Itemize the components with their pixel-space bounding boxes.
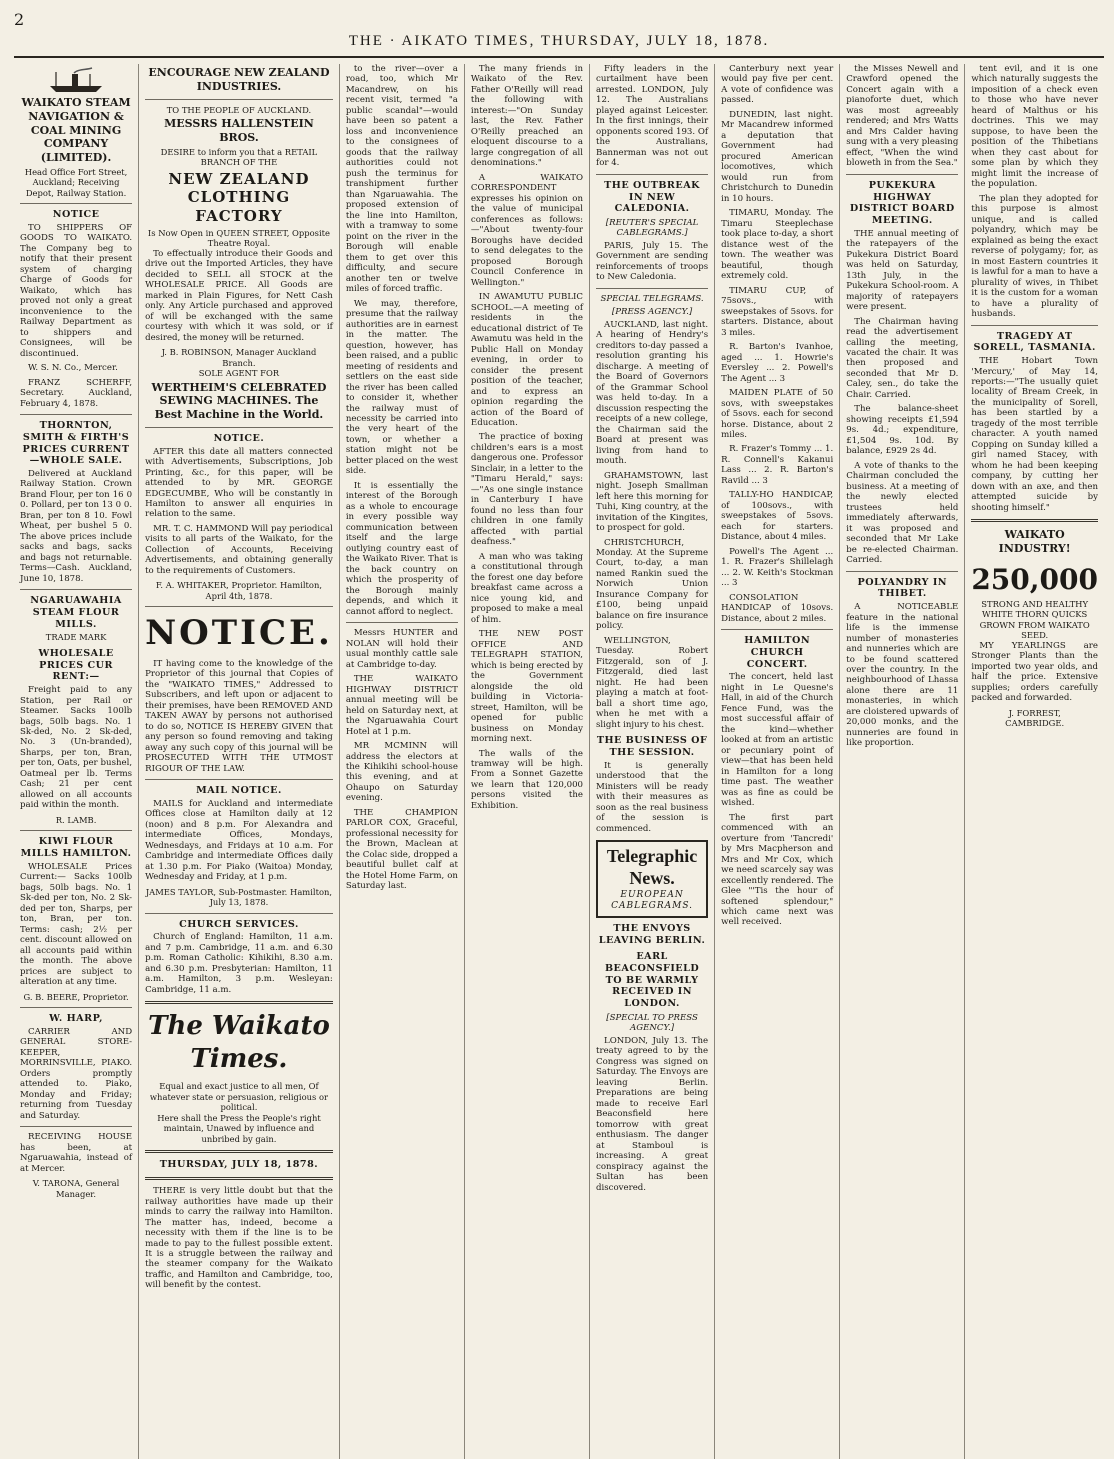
kiwi-title: KIWI FLOUR MILLS HAMILTON.: [20, 836, 132, 860]
wertheim: WERTHEIM'S CELEBRATED SEWING MACHINES. The Best Machine in the World.: [151, 380, 327, 422]
local-item-7: IN AWAMUTU PUBLIC SCHOOL.—A meeting of residents in the educational district of Te Awamutu was held in the Public Hall on Monday evening, in order to consider the present position of the teacher, and to express an opinion regarding the action of the Board of Education.: [470, 292, 584, 428]
to-public: TO THE PEOPLE OF AUCKLAND.: [166, 104, 312, 115]
grown-line: GROWN FROM WAIKATO SEED.: [979, 619, 1090, 641]
consolation: CONSOLATION HANDICAP of 10sovs. Distance, about 2 miles.: [721, 592, 834, 624]
timaru-item: TIMARU, Monday. The Timaru Steeplechase took place to-day, a short distance west of the town. The weather was beautiful, though extremely cold.: [721, 208, 834, 282]
whitaker-signature: F. A. WHITAKER, Proprietor. Hamilton, April 4th, 1878.: [155, 580, 323, 601]
pukekura-title: PUKEKURA HIGHWAY DISTRICT BOARD MEETING.: [849, 179, 955, 226]
outbreak-body: PARIS, July 15. The Government are sending reinforcements of troops to New Caledonia.: [596, 240, 709, 283]
local-item-4: THE CHAMPION PARLOR COX, Graceful, professional necessity for the Brown, Maclean at the Colac side, dropped a beautiful bullet calf at the Hotel Home Farm, on Saturday last.: [345, 807, 458, 892]
hammond-body: MR. T. C. HAMMOND Will pay periodical visits to all parts of the Waikato, for the Collection of Accounts, Receiving Advertisements, and obtaining generally to the requirements of Customers.: [145, 523, 333, 576]
notice-body: TO SHIPPERS OF GOODS TO WAIKATO. The Company beg to notify that their present system of charging Charge of Goods for Waikato, which has proved not only a great inconvenience to the Railway Department as to shippers and Consignees, will be discontinued.: [20, 222, 133, 359]
paper-motto-2: Here shall the Press the People's right maintain, Unawed by influence and unbribed by gain.: [157, 1112, 321, 1144]
race-results-3: Powell's The Agent ... 1. R. Frazer's Shillelagh ... 2. W. Keith's Stockman ... 3: [721, 546, 834, 589]
encourage-heading: ENCOURAGE NEW ZEALAND INDUSTRIES.: [148, 66, 330, 93]
wholesale-body: Freight paid to any Station, per Rail or Steamer. Sacks 100lb bags, 50lb bags. No. 1 Sk-ded, No. 2 Sk-ded, No. 3 (Un-branded), Sharps, per ton, Bran, per ton, Oats, per bushel, Oatmeal per lb. Terms Cash; 21 per cent allowed on all accounts paid within the month.: [20, 685, 133, 811]
sole-agent: SOLE AGENT FOR: [198, 368, 280, 379]
european-cablegrams: EUROPEAN CABLEGRAMS.: [611, 889, 694, 911]
pukekura-body: THE annual meeting of the ratepayers of the Pukekura District Board was held on Saturday, 13th July, in the Pukekura School-room. A majority of ratepayers were present.: [846, 228, 959, 313]
telegraphic-news-box: [596, 840, 708, 918]
firm-name: MESSRS HALLENSTEIN BROS.: [164, 117, 314, 144]
london-body: LONDON, July 13. The treaty agreed to by the Congress was signed on Saturday. The Envoys are leaving Berlin. Preparations are being made to receive Earl Beaconsfield here tomorrow with great enthusiasm. The danger at Stamboul is increasing. A great conspiracy against the Sultan has been discovered.: [596, 1035, 709, 1193]
notice-body: AFTER this date all matters connected with Advertisements, Subscriptions, Job Printing, &c., for this paper, will be attended to by MR. GEORGE EDGECUMBE, Who will be constantly in Hamilton to answer all enquiries in relation to the same.: [145, 446, 333, 520]
ngaruawahia-title: NGARUAWAHIA STEAM FLOUR MILLS.: [30, 595, 122, 630]
industry-title: WAIKATO INDUSTRY!: [998, 528, 1071, 556]
christchurch-item: CHRISTCHURCH, Monday. At the Supreme Court, to-day, a man named Rankin sued the Norwich Union Insurance Company for £100, being unpaid balance on fire insurance policy.: [596, 537, 709, 632]
clothing-body: To effectually introduce their Goods and drive out the Imported Articles, they have decided to SELL all STOCK at the WHOLESALE PRICE. All Goods are marked in Plain Figures, for Nett Cash only. Any Article purchased and approved of will be exchanged with the same courtesy with which it was sold, or if desired, the money will be returned.: [145, 248, 333, 343]
local-item-9: A man who was taking a constitutional through the forest one day before breakfast came across a nice young kid, and proposed to make a meal of him.: [470, 551, 584, 625]
polyandry-continued-1: tent evil, and it is one which naturally suggests the imposition of a check even to those who have never heard of Malthus or his doctrines. This we may suppose, to have been the position of the Thibetians when they cast about for some plan by which they might limit the increase of the population.: [971, 64, 1098, 190]
beaconsfield-title: EARL BEACONSFIELD TO BE WARMLY RECEIVED IN LONDON.: [604, 951, 700, 1010]
press-agency-sub: [SPECIAL TO PRESS AGENCY.]: [606, 1012, 698, 1034]
race-results-1: R. Barton's Ivanhoe, aged ... 1. Howrie's Eversley ... 2. Powell's The Agent ... 3: [721, 342, 834, 384]
hamilton-concert-title: HAMILTON CHURCH CONCERT.: [744, 635, 811, 670]
big-notice-heading: NOTICE.: [145, 613, 333, 654]
church-body: Church of England: Hamilton, 11 a.m. and 7 p.m. Cambridge, 11 a.m. and 6.30 p.m. Roman Catholic: Kihikihi, 8.30 a.m. and 6.30 p.m. Presbyterian: Hamilton, 11 a.m. Hamilton, 3 p.m. Wesleyan: Cambridge, 11 a.m.: [145, 932, 333, 995]
special-telegrams-title: SPECIAL TELEGRAMS.: [600, 293, 704, 304]
local-item-10: THE NEW POST OFFICE AND TELEGRAPH STATION, which is being erected by the Government alongside the old building in Victoria-street, Hamilton, will be opened for public business on Monday morning next.: [470, 629, 584, 745]
local-item-5: The many friends in Waikato of the Rev. Father O'Reilly will read the following with interest:—"On Sunday last, the Rev. Father O'Reilly preached an eloquent discourse to a large congregation of all denominations.": [470, 64, 584, 169]
column-8: [965, 64, 1104, 1459]
paper-nameplate: The Waikato Times.: [148, 1011, 330, 1074]
dunedin-item: DUNEDIN, last night. Mr Macandrew informed a deputation that Government had procured American locomotives, which would run from Christchurch to Dunedin in 10 hours.: [721, 109, 834, 204]
business-title: THE BUSINESS OF THE SESSION.: [596, 735, 708, 758]
special-telegrams-sub: [PRESS AGENCY.]: [611, 307, 693, 318]
column-6: [715, 64, 840, 1459]
editorial-continued-2: We may, therefore, presume that the railway authorities are in earnest in the matter. The question, however, has been raised, and a public meeting of residents and settlers on the east side the river has been called to consider it, whether the railway must of necessity be carried into the very heart of the town, or whether a station might not be better placed on the west side.: [345, 298, 458, 477]
tragedy-title: TRAGEDY AT SORELL, TASMANIA.: [973, 330, 1096, 354]
timaru-cup: TIMARU CUP, of 75sovs., with sweepstakes of 5sovs. for starters. Distance, about 3 miles.: [721, 285, 834, 338]
masthead: [14, 29, 1104, 58]
thorn-line: STRONG AND HEALTHY WHITE THORN QUICKS: [981, 598, 1088, 620]
forrest-signature: J. FORREST,: [1008, 707, 1061, 718]
mail-notice-body: MAILS for Auckland and intermediate Offices close at Hamilton daily at 12 (noon) and 8 p.m. For Alexandra and intermediate Offices, Mondays, Wednesdays, and Fridays at 10 a.m. For Cambridge and intermediate Offices daily at 1.30 p.m. For Piako (Waitoa) Monday, Wednesday and Friday, at 1 p.m.: [145, 798, 333, 883]
mail-notice-title: MAIL NOTICE.: [196, 785, 282, 797]
thornton-title: THORNTON, SMITH & FIRTH'S PRICES CURRENT—WHOLE SALE.: [22, 420, 130, 467]
polyandry-body: A NOTICEABLE feature in the national life is the immense number of monasteries and nunneries which are to be found scattered over the country. In the neighbourhood of Lhassa alone there are 11 monasteries, in which are cloistered upwards of 20,000 monks, and the nunneries are found in like proportion.: [846, 602, 959, 749]
editorial-continued-1: to the river—over a road, too, which Mr Macandrew, on his recent visit, termed "a public scandal"—would have been so patent a loss and inconvenience to the consignees of goods that the railway authorities could not push the terminus for transhipment further than Ngaruawahia. The proposed extension of the line into Hamilton, with a tramway to some point on the river in the Borough will enable them to get over this difficulty, and secure another ten or twelve miles of forced traffic.: [345, 64, 458, 295]
kiwi-signature: G. B. BEERE, Proprietor.: [23, 991, 129, 1002]
tally-ho: TALLY-HO HANDICAP, of 100sovs., with sweepstakes of 5sovs. each for starters. Distance, about 4 miles.: [721, 490, 834, 543]
desire-line: DESIRE to inform you that a RETAIL BRANCH OF THE: [160, 146, 318, 167]
steamship-icon: [46, 68, 106, 94]
page-number: 2: [14, 10, 25, 29]
editorial-body: THERE is very little doubt but that the railway authorities have made up their minds to carry the railway into Hamilton. The matter has, indeed, become a necessity with them if the line is to be made to pay to the fullest possible extent. It is a struggle between the railway and the steamer company for the Waikato traffic, and Hamilton and Cambridge, too, will benefit by the contest.: [145, 1186, 333, 1291]
column-2: [139, 64, 340, 1459]
cable-body-1: Fifty leaders in the curtailment have been arrested. LONDON, July 12. The Australians played against Leicester. In the first innings, their opponents scored 193. Of the Australians, Bannerman was not out for 4.: [596, 64, 709, 169]
clothing-factory: NEW ZEALAND CLOTHING FACTORY: [168, 169, 310, 225]
mail-signature: JAMES TAYLOR, Sub-Postmaster. Hamilton, July 13, 1878.: [145, 886, 333, 908]
business-body: It is generally understood that the Ministers will be ready with their measures as soon as the real business of the session is commenced.: [596, 760, 709, 834]
harp-body: CARRIER AND GENERAL STORE-KEEPER, MORRINSVILLE, PIAKO. Orders promptly attended to. Piako, Monday and Friday; returning from Tuesday and Saturday.: [20, 1026, 133, 1121]
steam-nav-body: Head Office Fort Street, Auckland; Receiving Depot, Railway Station.: [24, 166, 128, 198]
pukekura-votes: A vote of thanks to the Chairman concluded the business. At a meeting of the newly elected trustees held immediately afterwards, it was proposed and seconded that Mr Lake be re-elected Chairman. Carried.: [846, 460, 959, 566]
polyandry-title: POLYANDRY IN THIBET.: [857, 576, 948, 600]
local-item-1: Messrs HUNTER and NOLAN will hold their usual monthly cattle sale at Cambridge to-day.: [345, 628, 458, 670]
receiving-signature: V. TARONA, General Manager.: [32, 1178, 120, 1199]
editorial-dateline: THURSDAY, JULY 18, 1878.: [159, 1159, 319, 1171]
steam-nav-title: WAIKATO STEAM NAVIGATION & COAL MINING COMPANY (LIMITED).: [21, 96, 131, 164]
wholesale-title: WHOLESALE PRICES CUR RENT:—: [38, 647, 114, 683]
tragedy-body: THE Hobart Town 'Mercury,' of May 14, reports:—"The usually quiet locality of Bream Creek, in the municipality of Sorell, has been startled by a tragedy of the most terrible character. A youth named Copping on Sunday killed a girl named Stacey, with whom he had been keeping company, by cutting her down with an axe, and then attempted suicide by shooting himself.": [971, 356, 1098, 513]
notice-heading: NOTICE.: [213, 432, 265, 444]
concert-continued-2: the Misses Newell and Crawford opened the Concert again with a pianoforte duet, which was most agreeably rendered; and Mrs Watts and Mrs Calder having sung with a very pleasing effect, "When the wind bloweth in from the Sea.": [846, 64, 959, 169]
race-results-2: R. Frazer's Tommy ... 1. R. Connell's Kakanui Lass ... 2. R. Barton's Ravild ... 3: [721, 444, 834, 486]
local-item-3: MR MCMINN will address the electors at the Kihikihi school-house this evening, and at Ohaupo on Saturday evening.: [345, 741, 458, 804]
editorial-continued-3: It is essentially the interest of the Borough as a whole to encourage in every possible way communication between itself and the large outlying country east of the Waikato River. That is the back country on which the prosperity of the Borough mainly depends, and which it cannot afford to neglect.: [345, 480, 458, 617]
kiwi-body: WHOLESALE Prices Current:— Sacks 100lb bags, 50lb bags. No. 1 Sk-ded per ton, No. 2 Sk-ded per ton, Sharps, per ton, Bran, per ton. Terms: cash; 2½ per cent. discount allowed on all accounts paid within the month. The above prices are subject to alteration at any time.: [20, 861, 133, 988]
outbreak-title: THE OUTBREAK IN NEW CALEDONIA.: [604, 179, 701, 215]
concert-continued: The first part commenced with an overture from 'Tancredi' by Mrs Macpherson and Mrs and Mr Cox, which we need scarcely say was excellently rendered. The Glee "'Tis the hour of softened splendour," which came next was well received.: [721, 812, 834, 928]
grahamstown-item: GRAHAMSTOWN, last night. Joseph Smallman left here this morning for Tuhi, King country, at the invitation of the Kingites, to prospect for gold.: [596, 470, 709, 534]
wellington-item: WELLINGTON, Tuesday. Robert Fitzgerald, son of J. Fitzgerald, died last night. He had been playing a match at foot-ball a short time ago, when he met with a slight injury to his chest.: [596, 635, 709, 730]
canterbury-item: Canterbury next year would pay five per cent. A vote of confidence was passed.: [721, 64, 834, 106]
thornton-body: Delivered at Auckland Railway Station. Crown Brand Flour, per ton 16 0 0. Pollard, per ton 13 0 0. Bran, per ton 8 10. Fowl Wheat, per bushel 5 0. The above prices include sacks and bags, sacks and bags not returnable. Terms—Cash. Auckland, June 10, 1878.: [20, 469, 133, 584]
outbreak-sub: [REUTER'S SPECIAL CABLEGRAMS.]: [605, 217, 699, 239]
thorn-body: MY YEARLINGS are Stronger Plants than the imported two year olds, and half the price. Extensive supplies; orders carefully packed and forwarded.: [971, 640, 1098, 704]
column-5: [590, 64, 715, 1459]
columns: [14, 64, 1104, 1459]
masthead-title: THE · AIKATO TIMES, THURSDAY, JULY 18, 1878.: [348, 33, 770, 49]
column-3: [340, 64, 465, 1459]
column-7: [840, 64, 965, 1459]
agent-line: W. S. N. Co., Mercer.: [28, 363, 118, 374]
quantity: 250,000: [971, 562, 1098, 596]
receiving-body: RECEIVING HOUSE has been, at Ngaruawahia, instead of at Mercer.: [20, 1132, 133, 1174]
hamilton-concert-body: The concert, held last night in Le Quesne's Hall, in aid of the Church Fence Fund, was the most successful affair of the kind—whether looked at from an artistic or pecuniary point of view—that has been held in Hamilton for a long time past. The weather was as fine as could be wished.: [721, 672, 834, 809]
pukekura-finance: The balance-sheet showing receipts £1,594 9s. 4d.; expenditure, £1,504 9s. 10d. By balance, £929 2s 4d.: [846, 404, 959, 457]
column-4: [465, 64, 590, 1459]
special-telegrams-body: AUCKLAND, last night. A hearing of Hendry's creditors to-day passed a resolution granting his discharge. A meeting of the Board of Governors of the Grammar School was held to-day. In a discussion respecting the receipts of a new college, the Chairman said the Board at present was living from hand to mouth.: [596, 319, 709, 467]
maiden-plate: MAIDEN PLATE of 50 sovs, with sweepstakes of 5sovs. each for second horse. Distance, about 2 miles.: [721, 388, 834, 440]
branch-manager: J. B. ROBINSON, Manager Auckland Branch.: [161, 347, 317, 368]
telegraphic-news-title: Telegraphic News.: [606, 846, 698, 888]
local-item-2: THE WAIKATO HIGHWAY DISTRICT annual meeting will be held on Saturday next, at the Ngaruawahia Court Hotel at 1 p.m.: [345, 674, 458, 737]
wholesale-signature: R. LAMB.: [55, 814, 97, 825]
church-title: CHURCH SERVICES.: [179, 918, 299, 930]
local-item-11: The walls of the tramway will be high. From a Sonnet Gazette we learn that 120,000 persons visited the Exhibition.: [470, 748, 584, 811]
envoys-title: THE ENVOYS LEAVING BERLIN.: [598, 922, 706, 946]
cambridge-line: CAMBRIDGE.: [1005, 718, 1065, 729]
pukekura-more: The Chairman having read the advertisement calling the meeting, vacated the chair. It was then proposed and seconded that Mr D. Caley, sen., do take the Chair. Carried.: [846, 316, 959, 400]
notice-signature: FRANZ SCHERFF, Secretary. Auckland, February 4, 1878.: [20, 377, 133, 409]
paper-motto: Equal and exact justice to all men, Of whatever state or persuasion, religious or political.: [149, 1081, 329, 1113]
column-1: [14, 64, 139, 1459]
location-line: Is Now Open in QUEEN STREET, Opposite Theatre Royal.: [147, 227, 330, 249]
polyandry-continued-2: The plan they adopted for this purpose is almost unique, and is called polyandry, which may be explained as being the exact reverse of polygamy; for, as in most Eastern countries it is lawful for a man to have a plurality of wives, in Thibet it is the custom for a woman to have a plurality of husbands.: [971, 193, 1098, 320]
trade-mark: TRADE MARK: [45, 632, 107, 643]
harp-title: W. HARP,: [49, 1013, 103, 1025]
big-notice-body: IT having come to the knowledge of the Proprietor of this journal that Copies of the "WAIKATO TIMES," Addressed to Subscribers, and left upon or adjacent to their premises, have been REMOVED AND TAKEN AWAY by persons not authorised to do so, NOTICE IS HEREBY GIVEN that any person so found removing and taking away any such copy of this journal will be PROSECUTED WITH THE UTMOST RIGOUR OF THE LAW.: [145, 658, 333, 774]
local-item-8: The practice of boxing children's ears is a most dangerous one. Professor Sinclair, in a letter to the "Timaru Herald," says:—"As one single instance in Canterbury I have found no less than four children in one family affected with partial deafness.": [470, 432, 584, 548]
local-item-6: A WAIKATO CORRESPONDENT expresses his opinion on the value of municipal conferences as follows:—"About twenty-four Boroughs have decided to send delegates to the proposed Borough Council Conference in Wellington.": [470, 172, 584, 288]
notice-title: NOTICE: [52, 209, 100, 221]
